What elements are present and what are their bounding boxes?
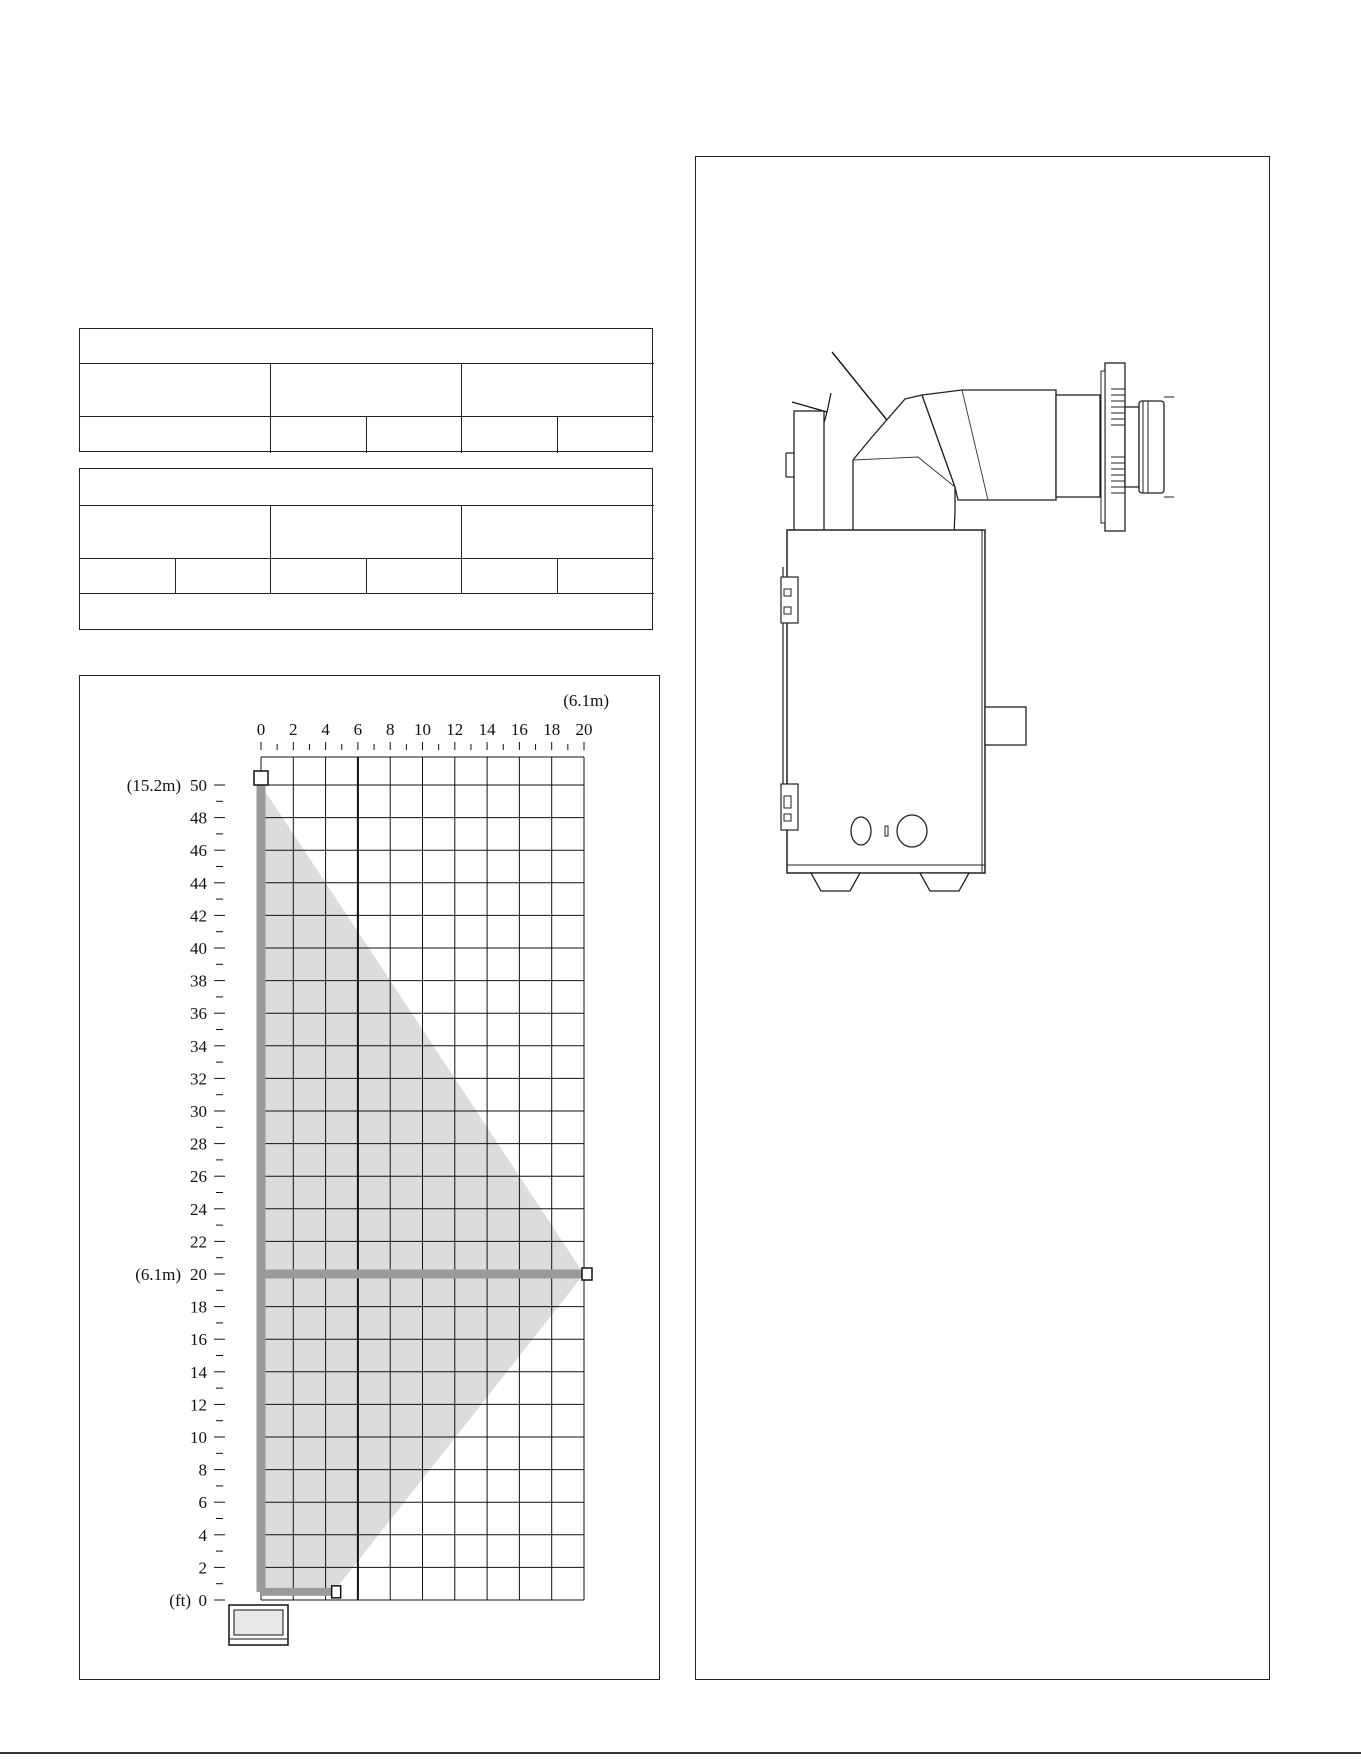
control-knob-right <box>897 815 927 847</box>
table2-data-cell <box>367 559 462 594</box>
y-tick-label: 22 <box>190 1232 207 1252</box>
x-tick-label: 8 <box>385 720 395 739</box>
table1-data-cell <box>367 417 462 453</box>
table2-title-row <box>80 469 654 506</box>
table1-data-cell <box>271 417 367 453</box>
x-tick-label: 12 <box>446 720 464 739</box>
y-tick-label: 48 <box>190 808 207 828</box>
x-tick-label: 20 <box>575 720 593 739</box>
table2-data-cell <box>558 559 654 594</box>
y-tick-label: 18 <box>190 1297 207 1317</box>
y-tick-label: 26 <box>190 1167 207 1187</box>
y-tick-label: 20 <box>190 1265 207 1284</box>
y-tick-label: 30 <box>190 1102 207 1121</box>
x-tick-label: 18 <box>543 720 561 739</box>
control-knob-left <box>851 817 871 845</box>
table1-header-cell <box>271 364 462 417</box>
table2-data-cell <box>176 559 271 594</box>
x-tick-label: 14 <box>478 720 496 739</box>
vent-table-1 <box>79 328 653 452</box>
y-tick-label: 28 <box>190 1134 207 1154</box>
table2-data-cell <box>271 559 367 594</box>
appliance-vent-illustration <box>696 157 1271 1681</box>
y-tick-label: 46 <box>190 841 207 861</box>
x-tick-label: 0 <box>256 720 266 739</box>
y-tick-label: 0 <box>198 1591 207 1610</box>
x-tick-label: 16 <box>510 720 528 739</box>
y-tick-label: 14 <box>190 1362 207 1382</box>
horizontal-termination-cap <box>582 1268 592 1280</box>
page-footer-rule <box>0 1752 1361 1754</box>
base-termination-cap <box>332 1586 341 1598</box>
termination-flange <box>1105 363 1125 531</box>
y-metric-label: (6.1m) <box>135 1265 181 1284</box>
y-tick-label: 38 <box>190 971 207 991</box>
control-indicator <box>885 826 888 836</box>
table1-data-cell <box>80 417 271 453</box>
y-tick-label: 8 <box>198 1460 207 1480</box>
y-tick-label: 36 <box>190 1004 207 1024</box>
vent-table-2 <box>79 468 653 630</box>
x-tick-label: 6 <box>353 720 363 739</box>
y-tick-label: 50 <box>190 776 207 795</box>
y-tick-label: 16 <box>190 1330 207 1350</box>
table2-header-cell <box>271 506 462 559</box>
table2-footer-row <box>80 594 654 631</box>
y-metric-label: (15.2m) <box>126 776 181 795</box>
y-tick-label: 12 <box>190 1395 207 1415</box>
y-tick-label: 42 <box>190 906 207 926</box>
x-tick-label: 2 <box>289 720 298 739</box>
table1-header-cell <box>80 364 271 417</box>
y-tick-label: 6 <box>198 1493 207 1513</box>
y-tick-label: 32 <box>190 1069 207 1089</box>
table1-title-row <box>80 329 654 364</box>
y-tick-label: 24 <box>190 1199 207 1219</box>
leader-line-3 <box>827 393 831 412</box>
upper-hinge <box>781 577 798 623</box>
pipe-collar <box>1056 395 1100 497</box>
y-tick-label: 10 <box>190 1428 207 1447</box>
table2-header-cell <box>80 506 271 559</box>
x-tick-label: 4 <box>321 720 330 739</box>
x-metric-label: (6.1m) <box>563 691 609 710</box>
y-tick-label: 44 <box>190 873 207 893</box>
table2-data-cell <box>80 559 176 594</box>
venting-chart-panel <box>79 675 660 1680</box>
rear-pipe <box>794 411 824 535</box>
table2-data-cell <box>462 559 558 594</box>
appliance-body <box>787 530 985 873</box>
venting-chart <box>80 676 661 1681</box>
side-collar <box>985 707 1026 745</box>
table2-header-cell <box>462 506 654 559</box>
appliance-diagram-panel <box>695 156 1270 1680</box>
appliance-leg-left <box>811 873 860 891</box>
x-tick-label: 10 <box>414 720 431 739</box>
y-tick-label: 34 <box>190 1036 207 1056</box>
table1-data-cell <box>462 417 558 453</box>
y-tick-label: 2 <box>198 1558 207 1578</box>
appliance-icon-window <box>234 1610 283 1635</box>
y-unit-label: (ft) <box>169 1591 191 1610</box>
vertical-termination-cap <box>254 771 268 785</box>
table1-header-cell <box>462 364 654 417</box>
y-tick-label: 4 <box>198 1525 207 1545</box>
appliance-leg-right <box>920 873 969 891</box>
y-tick-label: 40 <box>190 939 207 958</box>
termination-cap <box>1125 407 1139 487</box>
table1-data-cell <box>558 417 654 453</box>
